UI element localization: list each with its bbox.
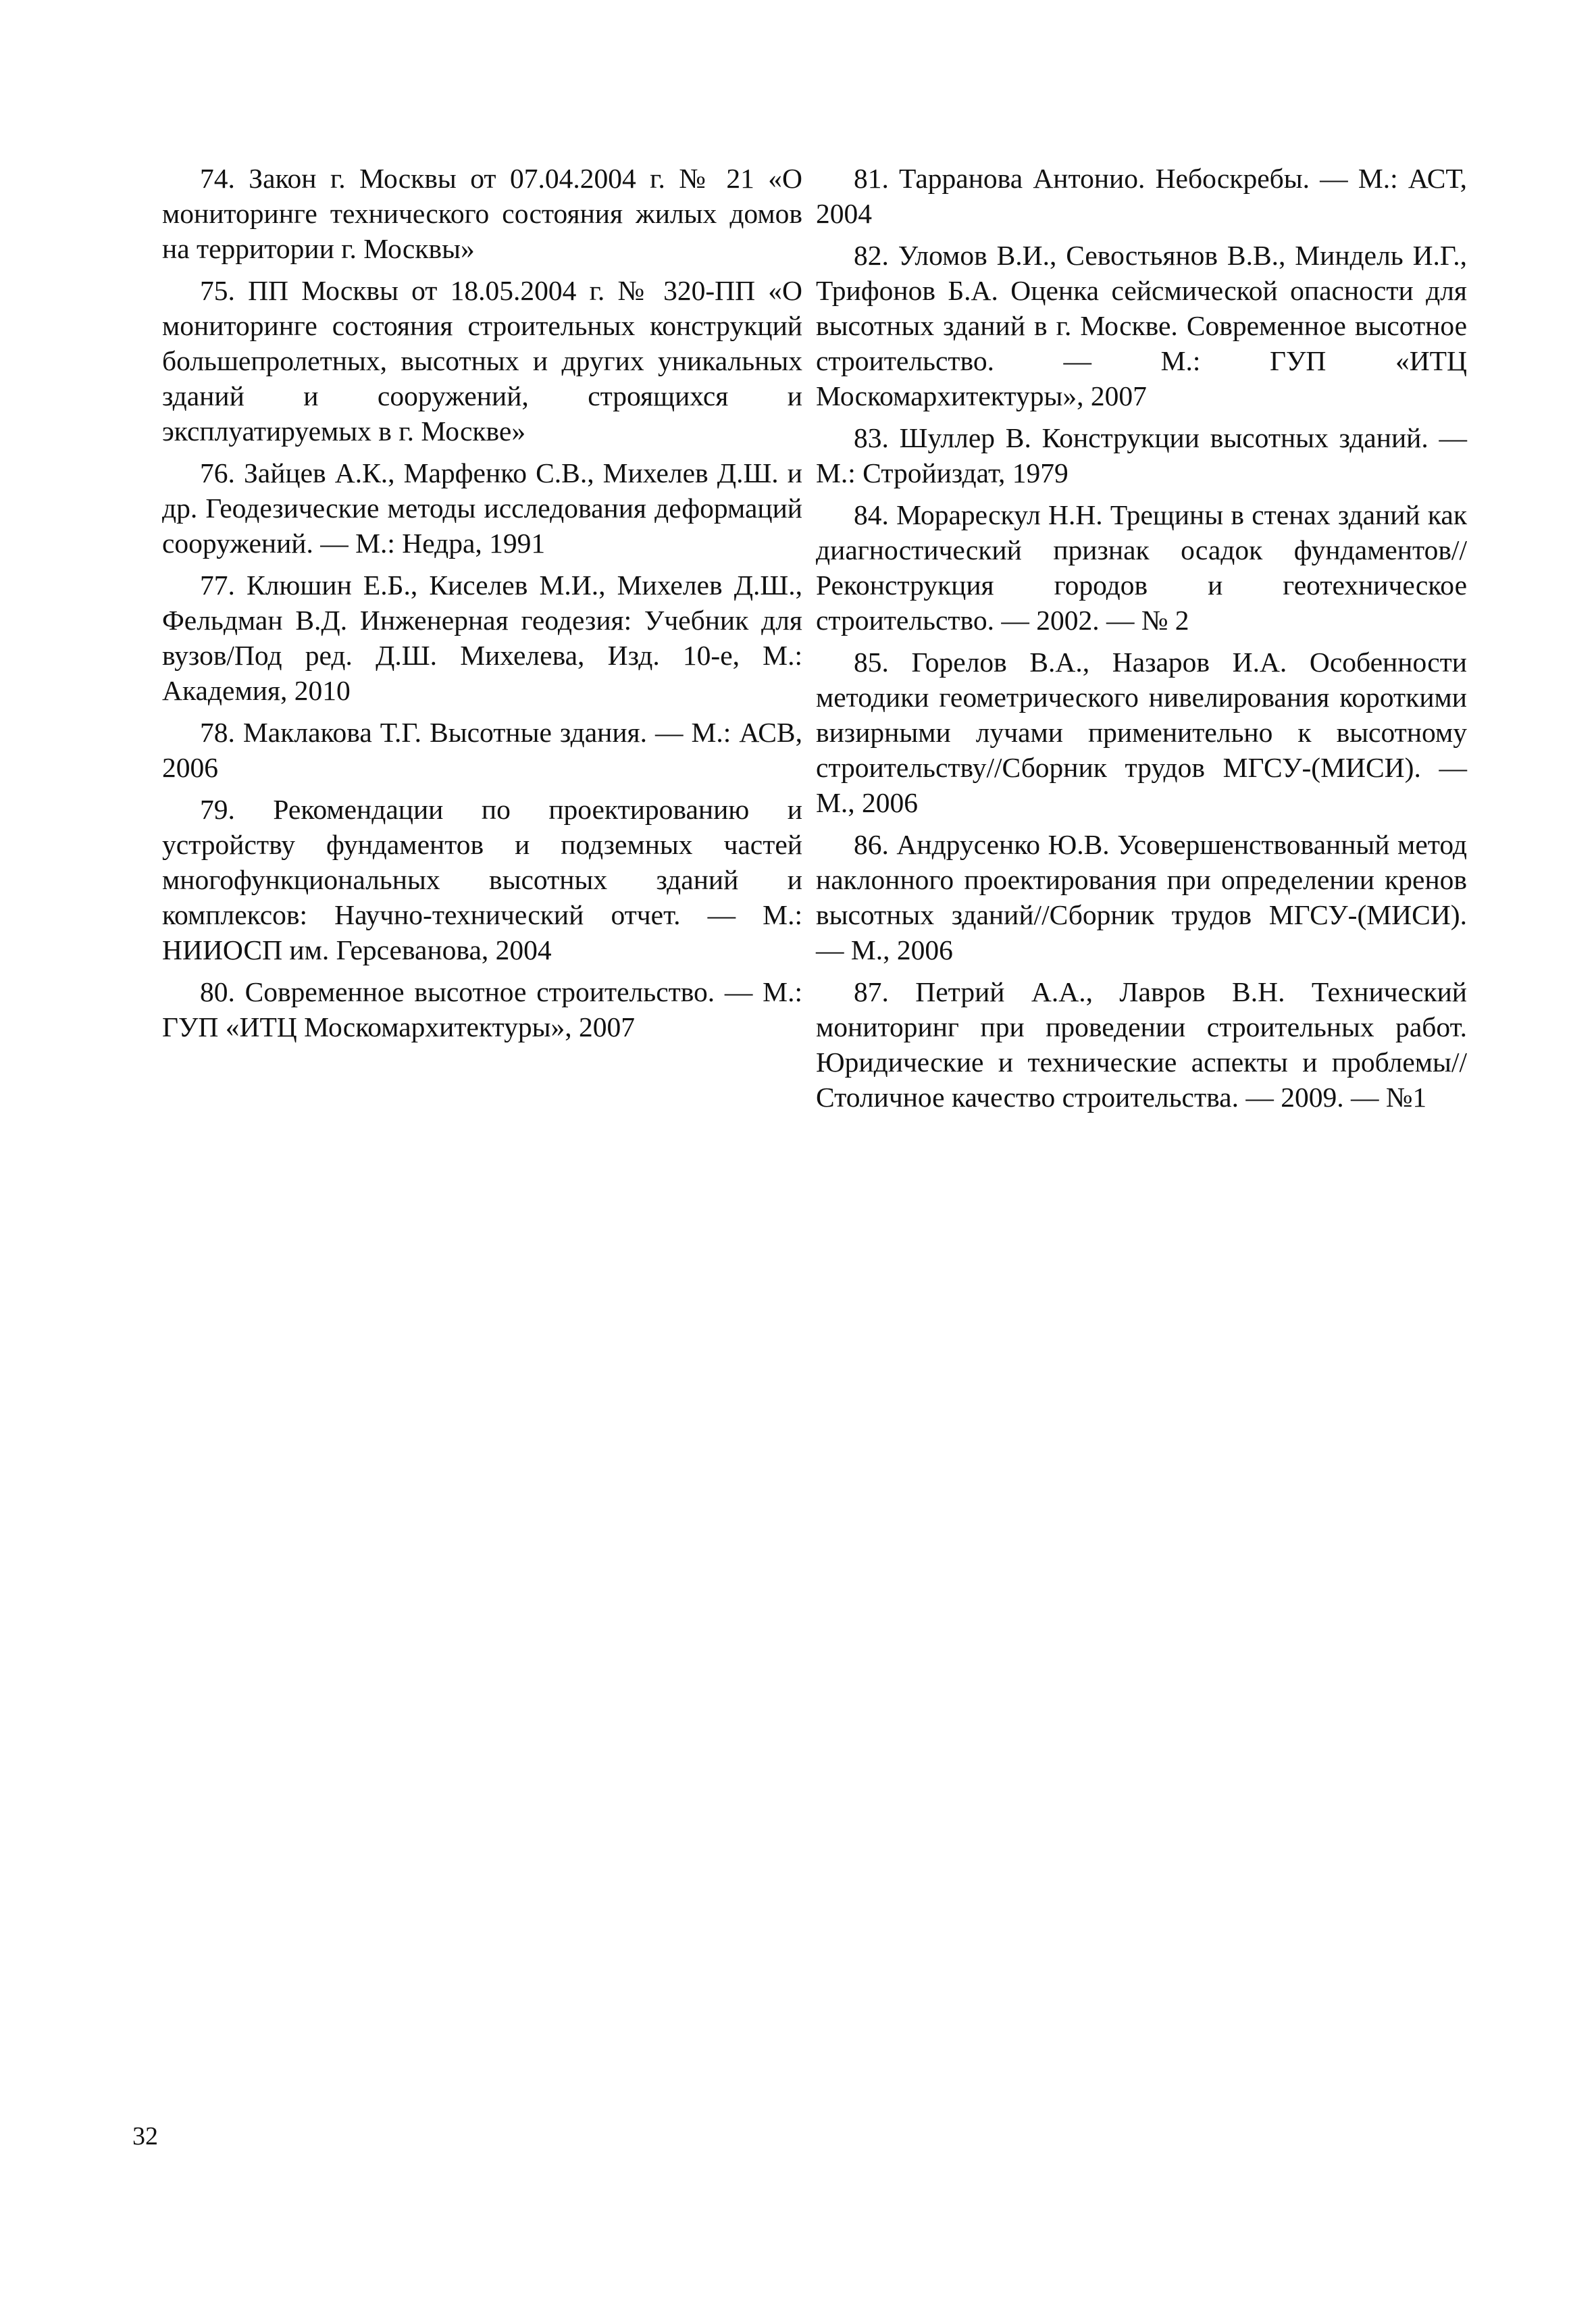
reference-item-79: 79. Рекомендации по проектированию и устройству фундаментов и подземных частей многофункциональных высотных зданий и комплексов: Научно-технический отчет. — М.: НИИОСП им. Герсеванова, 2004 [162,794,802,965]
reference-item-85: 85. Горелов В.А., Назаров И.А. Особенности методики геометрического нивелирования короткими визирными лучами применительно к высотному строительству//Сборник трудов МГСУ-(МИСИ). — М., 2006 [816,647,1467,818]
reference-item-76: 76. Зайцев А.К., Марфенко С.В., Михелев Д.Ш. и др. Геодезические методы исследования деформаций сооружений. — М.: Недра, 1991 [162,457,802,559]
reference-item-80: 80. Современное высотное строительство. — М.: ГУП «ИТЦ Москомархитектуры», 2007 [162,976,802,1042]
reference-list-left-column [162,161,802,1051]
reference-item-78: 78. Маклакова Т.Г. Высотные здания. — М.: АСВ, 2006 [162,717,802,783]
reference-item-83: 83. Шуллер В. Конструкции высотных зданий. — М.: Стройиздат, 1979 [816,422,1467,488]
reference-item-87: 87. Петрий А.А., Лавров В.Н. Технический мониторинг при проведении строительных работ. Юридические и технические аспекты и проблемы// Столичное качество строительства. — 2009. — №1 [816,976,1467,1113]
reference-item-75: 75. ПП Москвы от 18.05.2004 г. № 320-ПП «О мониторинге состояния строительных конструкций большепролетных, высотных и других уникальных зданий и сооружений, строящихся и эксплуатируемых в г. Москве» [162,275,802,447]
reference-item-86: 86. Андрусенко Ю.В. Усовершенствованный метод наклонного проектирования при определении кренов высотных зданий//Сборник трудов МГСУ-(МИСИ). — М., 2006 [816,829,1467,965]
reference-list-right-column [816,161,1467,1122]
reference-item-81: 81. Тарранова Антонио. Небоскребы. — М.: АСТ, 2004 [816,163,1467,229]
reference-item-74: 74. Закон г. Москвы от 07.04.2004 г. № 21 «О мониторинге технического состояния жилых домов на территории г. Москвы» [162,163,802,264]
page-number: 32 [132,2122,158,2150]
reference-item-77: 77. Клюшин Е.Б., Киселев М.И., Михелев Д.Ш., Фельдман В.Д. Инженерная геодезия: Учебник для вузов/Под ред. Д.Ш. Михелева, Изд. 10-е, М.: Академия, 2010 [162,570,802,706]
reference-item-84: 84. Морарескул Н.Н. Трещины в стенах зданий как диагностический признак осадок фундаментов//Реконструкция городов и геотехническое строительство. — 2002. — № 2 [816,499,1467,636]
reference-item-82: 82. Уломов В.И., Севостьянов В.В., Миндель И.Г., Трифонов Б.А. Оценка сейсмической опасности для высотных зданий в г. Москве. Современное высотное строительство. — М.: ГУП «ИТЦ Москомархитектуры», 2007 [816,240,1467,411]
